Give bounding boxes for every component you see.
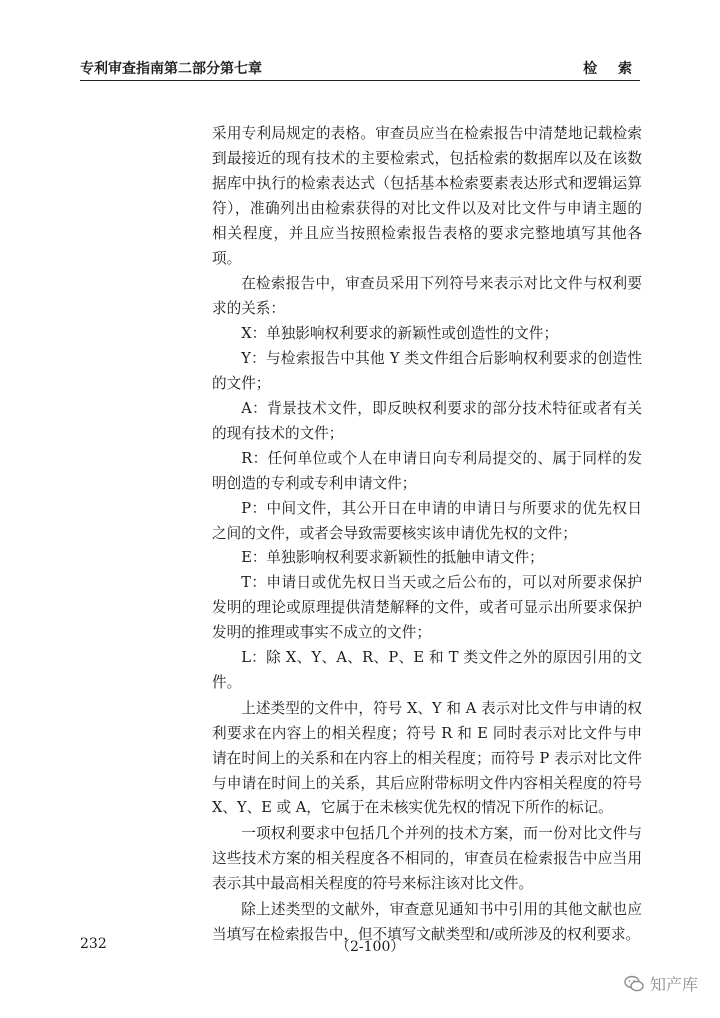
- page-number: 232: [80, 936, 107, 952]
- watermark: [624, 972, 698, 995]
- list-item-l: L：除 X、Y、A、R、P、E 和 T 类文件之外的原因引用的文件。: [212, 649, 642, 691]
- section-page-number: （2-100）: [336, 939, 405, 955]
- list-item-a: A：背景技术文件，即反映权利要求的部分技术特征或者有关的现有技术的文件；: [212, 399, 642, 442]
- list-item-e: E：单独影响权利要求新颖性的抵触申请文件；: [241, 549, 544, 567]
- paragraph: 上述类型的文件中，符号 X、Y 和 A 表示对比文件与申请的权利要求在内容上的相关程度；符号 R 和 E 同时表示对比文件与申请在时间上的关系和在内容上的相关程度；而符号 P 表示对比文件与申请在时间上的关系，其后应附带标明文件内容相关程度的符号 X、Y、E 或 A，它属于在未核实优先权的情况下所作的标记。: [212, 699, 642, 817]
- chapter-title: 专利审查指南第二部分第七章: [80, 61, 262, 77]
- list-item-t: T：申请日或优先权日当天或之后公布的，可以对所要求保护发明的理论或原理提供清楚解释的文件，或者可显示出所要求保护发明的推理或事实不成立的文件；: [212, 574, 642, 642]
- body-text: [212, 122, 642, 948]
- list-item-r: R：任何单位或个人在申请日向专利局提交的、属于同样的发明创造的专利或专利申请文件；: [212, 449, 642, 492]
- running-header: [80, 54, 640, 78]
- list-item-p: P：中间文件，其公开日在申请的申请日与所要求的优先权日之间的文件，或者会导致需要核实该申请优先权的文件；: [212, 499, 642, 542]
- watermark-text: 知产库: [649, 975, 698, 994]
- paragraph: 一项权利要求中包括几个并列的技术方案，而一份对比文件与这些技术方案的相关程度各不相同的，审查员在检索报告中应当用表示其中最高相关程度的符号来标注该对比文件。: [212, 825, 642, 893]
- list-item-y: Y：与检索报告中其他 Y 类文件组合后影响权利要求的创造性的文件；: [212, 350, 642, 393]
- wechat-icon: [624, 975, 644, 993]
- paragraph: 采用专利局规定的表格。审查员应当在检索报告中清楚地记载检索到最接近的现有技术的主要检索式，包括检索的数据库以及在该数据库中执行的检索表达式（包括基本检索要素表达形式和逻辑运算符），准确列出由检索获得的对比文件以及对比文件与申请主题的相关程度，并且应当按照检索报告表格的要求完整地填写其他各项。: [212, 125, 642, 267]
- paragraph: 在检索报告中，审查员采用下列符号来表示对比文件与权利要求的关系：: [212, 275, 642, 318]
- paragraph: 除上述类型的文献外，审查意见通知书中引用的其他文献也应当填写在检索报告中，但不填写文献类型和/或所涉及的权利要求。: [212, 901, 642, 943]
- list-item-x: X：单独影响权利要求的新颖性或创造性的文件；: [241, 325, 559, 343]
- section-title: 检 索: [583, 61, 640, 77]
- header-divider: [80, 80, 640, 81]
